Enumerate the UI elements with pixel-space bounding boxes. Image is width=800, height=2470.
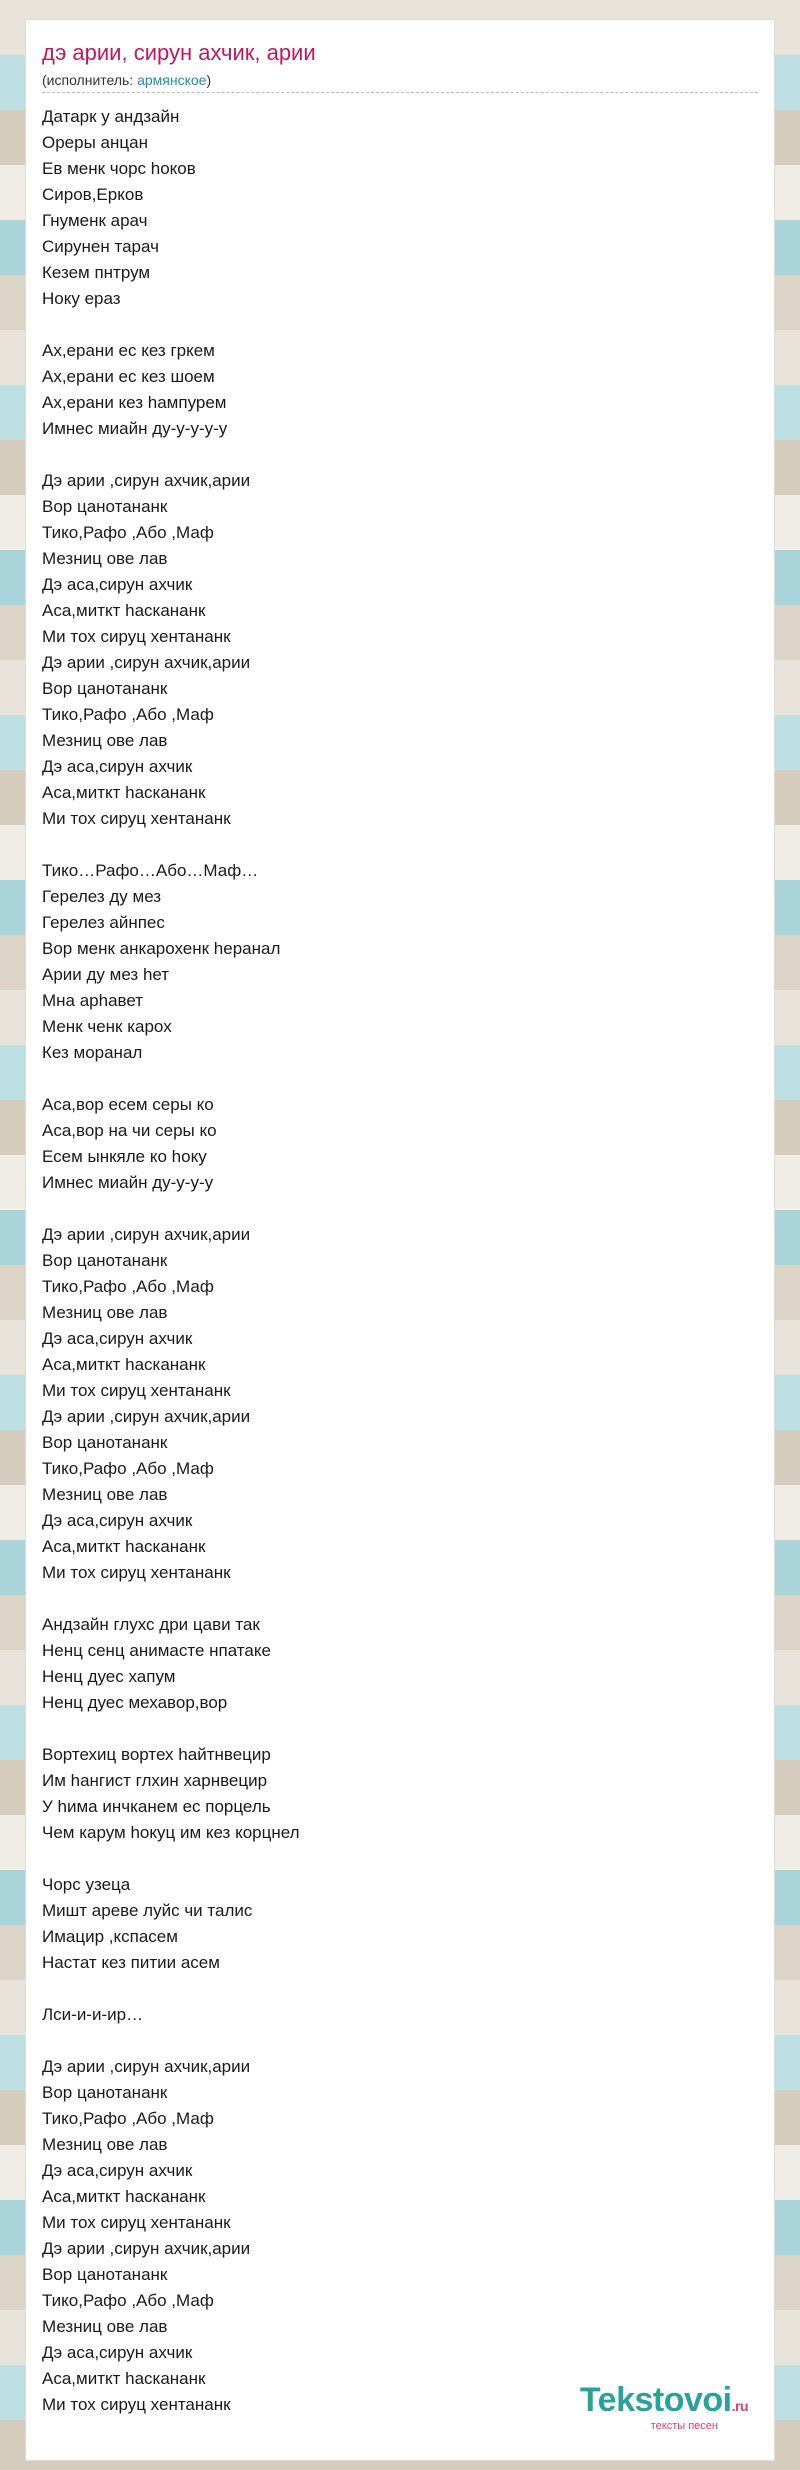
- lyric-line: Ми тох сируц хентананк: [42, 1563, 231, 1582]
- lyric-line: Дэ аса,сирун ахчик: [42, 1329, 193, 1348]
- artist-link[interactable]: армянское: [137, 72, 207, 88]
- lyric-line: Имнес миайн ду-у-у-у: [42, 1173, 214, 1192]
- stanza-break: [42, 1586, 742, 1612]
- lyric-line: Ев менк чорс hоков: [42, 159, 196, 178]
- lyric-line: Тико,Рафо ,Або ,Маф: [42, 2109, 214, 2128]
- lyric-line: Ноку ераз: [42, 289, 121, 308]
- lyric-line: Вор цанотананк: [42, 497, 168, 516]
- song-title: дэ арии, сирун ахчик, арии: [42, 40, 316, 65]
- stanza-break: [42, 1846, 742, 1872]
- lyric-line: Аса,миткт hаскананк: [42, 601, 206, 620]
- lyric-line: Менк ченк карох: [42, 1017, 172, 1036]
- lyric-line: Ореры анцан: [42, 133, 148, 152]
- lyric-line: Вор цанотананк: [42, 1433, 168, 1452]
- lyric-line: Вор цанотананк: [42, 2265, 168, 2284]
- lyric-line: Ми тох сируц хентананк: [42, 627, 231, 646]
- logo-name: Tekstovoi: [579, 2381, 732, 2419]
- lyric-line: Герелез ду мез: [42, 887, 162, 906]
- lyric-line: Тико,Рафо ,Або ,Маф: [42, 705, 214, 724]
- lyric-line: Ненц дуес хапум: [42, 1667, 176, 1686]
- stanza-break: [42, 312, 742, 338]
- lyric-line: Вортехиц вортех hайтнвецир: [42, 1745, 271, 1764]
- lyric-line: Арии ду мез hет: [42, 965, 170, 984]
- logo-tld: .ru: [731, 2398, 748, 2414]
- lyric-line: Ненц сенц анимасте нпатаке: [42, 1641, 271, 1660]
- artist-prefix: (исполнитель:: [42, 72, 138, 88]
- lyric-line: Лси-и-и-ир…: [42, 2005, 144, 2024]
- lyric-line: Тико…Рафо…Або…Маф…: [42, 861, 259, 880]
- lyric-line: Герелез айнпес: [42, 913, 165, 932]
- stanza-break: [42, 2028, 742, 2054]
- lyric-line: Кезем пнтрум: [42, 263, 151, 282]
- lyric-line: Аса,миткт hаскананк: [42, 1537, 206, 1556]
- lyric-line: Чорс узеца: [42, 1875, 131, 1894]
- site-logo[interactable]: [580, 2382, 748, 2432]
- lyric-line: Аса,миткт hаскананк: [42, 2369, 206, 2388]
- lyric-line: Аса,миткт hаскананк: [42, 2187, 206, 2206]
- stanza-break: [42, 442, 742, 468]
- lyric-line: Есем ынкяле ко hоку: [42, 1147, 207, 1166]
- lyric-line: Дэ аса,сирун ахчик: [42, 2161, 193, 2180]
- lyric-line: Ах,ерани кез hампурем: [42, 393, 227, 412]
- lyric-line: Дэ аса,сирун ахчик: [42, 757, 193, 776]
- lyric-line: Вор менк анкарохенк hеранал: [42, 939, 281, 958]
- logo-tagline: тексты песен: [650, 2420, 718, 2432]
- title-divider: [42, 92, 758, 93]
- lyric-line: Дэ арии ,сирун ахчик,арии: [42, 2057, 251, 2076]
- lyric-line: Андзайн глухс дри цави так: [42, 1615, 260, 1634]
- lyric-line: Ми тох сируц хентананк: [42, 2213, 231, 2232]
- lyric-line: Чем карум hокуц им кез корцнел: [42, 1823, 300, 1842]
- stanza-break: [42, 1716, 742, 1742]
- lyric-line: Дэ аса,сирун ахчик: [42, 2343, 193, 2362]
- lyric-line: Вор цанотананк: [42, 1251, 168, 1270]
- lyric-line: Имацир ,кспасем: [42, 1927, 178, 1946]
- lyric-line: Мезниц ове лав: [42, 731, 168, 750]
- lyric-line: Аса,вор есем серы ко: [42, 1095, 214, 1114]
- lyric-line: Мезниц ове лав: [42, 2317, 168, 2336]
- lyric-line: Дэ арии ,сирун ахчик,арии: [42, 1407, 251, 1426]
- lyric-line: Дэ арии ,сирун ахчик,арии: [42, 1225, 251, 1244]
- lyric-line: Датарк у андзайн: [42, 107, 180, 126]
- lyric-line: Дэ аса,сирун ахчик: [42, 575, 193, 594]
- lyric-line: Мезниц ове лав: [42, 549, 168, 568]
- lyric-line: Тико,Рафо ,Або ,Маф: [42, 523, 214, 542]
- lyric-line: Ми тох сируц хентананк: [42, 809, 231, 828]
- lyric-line: Ах,ерани ес кез шоем: [42, 367, 215, 386]
- lyric-line: Мишт ареве луйс чи талис: [42, 1901, 253, 1920]
- lyric-line: Тико,Рафо ,Або ,Маф: [42, 2291, 214, 2310]
- lyric-line: Сиров,Ерков: [42, 185, 144, 204]
- lyric-line: Аса,миткт hаскананк: [42, 783, 206, 802]
- lyric-line: Вор цанотананк: [42, 679, 168, 698]
- lyrics-text: [42, 104, 742, 2418]
- lyric-line: Настат кез питии асем: [42, 1953, 220, 1972]
- lyric-line: Дэ аса,сирун ахчик: [42, 1511, 193, 1530]
- lyric-line: Мезниц ове лав: [42, 1485, 168, 1504]
- lyric-line: Вор цанотананк: [42, 2083, 168, 2102]
- lyric-line: Кез моранал: [42, 1043, 143, 1062]
- stanza-break: [42, 1066, 742, 1092]
- lyric-line: Тико,Рафо ,Або ,Маф: [42, 1277, 214, 1296]
- lyric-line: Имнес миайн ду-у-у-у-у: [42, 419, 228, 438]
- artist-suffix: ): [206, 72, 212, 88]
- lyric-line: Дэ арии ,сирун ахчик,арии: [42, 653, 251, 672]
- lyric-line: Аса,вор на чи серы ко: [42, 1121, 217, 1140]
- lyrics-card: [26, 20, 774, 2460]
- lyric-line: Аса,миткт hаскананк: [42, 1355, 206, 1374]
- lyric-line: Ми тох сируц хентананк: [42, 2395, 231, 2414]
- lyric-line: Сирунен тарач: [42, 237, 159, 256]
- lyric-line: Тико,Рафо ,Або ,Маф: [42, 1459, 214, 1478]
- lyric-line: У hима инчканем ес порцель: [42, 1797, 271, 1816]
- lyric-line: Ах,ерани ес кез гркем: [42, 341, 215, 360]
- lyric-line: Мезниц ове лав: [42, 1303, 168, 1322]
- lyric-line: Дэ арии ,сирун ахчик,арии: [42, 2239, 251, 2258]
- lyric-line: Дэ арии ,сирун ахчик,арии: [42, 471, 251, 490]
- lyric-line: Им hангист глхин харнвецир: [42, 1771, 268, 1790]
- artist-line: [42, 72, 211, 88]
- lyric-line: Мна арhавет: [42, 991, 144, 1010]
- stanza-break: [42, 1976, 742, 2002]
- lyric-line: Мезниц ове лав: [42, 2135, 168, 2154]
- lyric-line: Гнуменк арач: [42, 211, 148, 230]
- stanza-break: [42, 832, 742, 858]
- stanza-break: [42, 1196, 742, 1222]
- lyric-line: Ми тох сируц хентананк: [42, 1381, 231, 1400]
- lyric-line: Ненц дуес мехавор,вор: [42, 1693, 228, 1712]
